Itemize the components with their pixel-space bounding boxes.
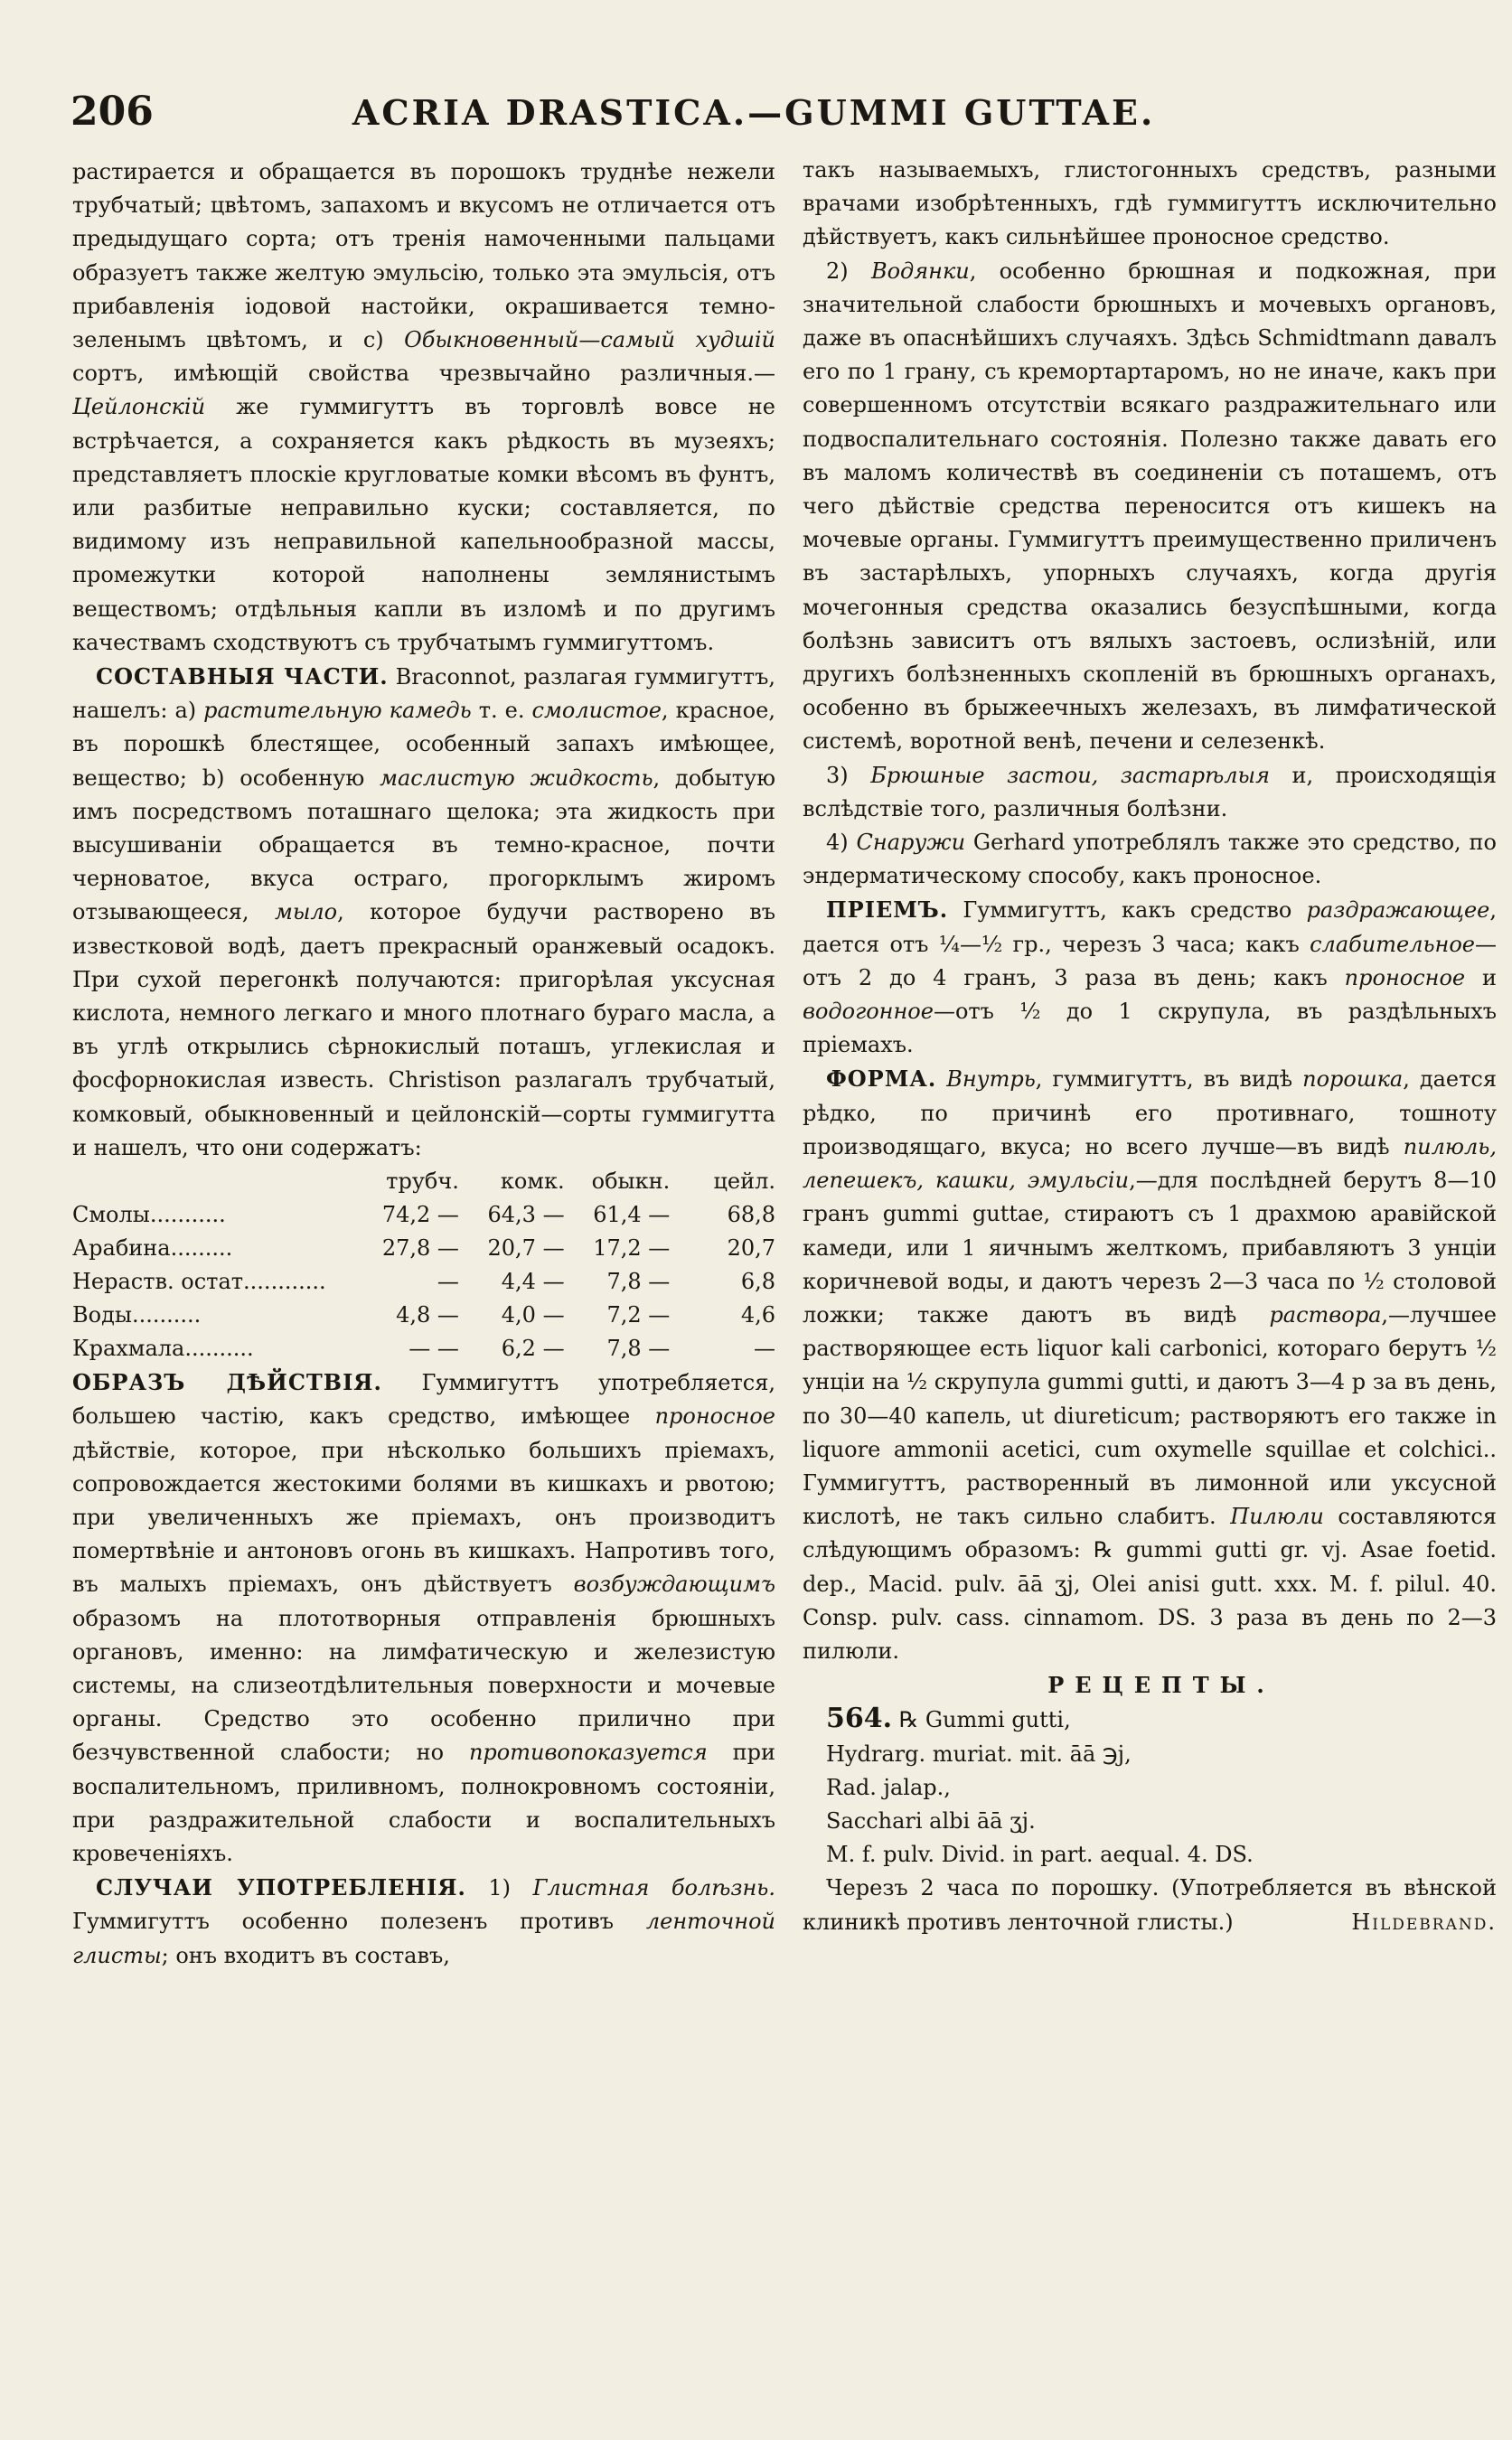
recipe-line: Rad. jalap., (826, 1774, 951, 1800)
running-head: ACRIA DRASTICA.—GUMMI GUTTAE. (352, 92, 1156, 133)
left-column (72, 155, 775, 1973)
paragraph-cases-of-use: СЛУЧАИ УПОТРЕБЛЕНІЯ. 1) Глистная болѣзнь. Гуммигуттъ особенно полезенъ противъ ленточной глисты; онъ входитъ въ составъ, (72, 1874, 775, 1968)
recipe-line: Черезъ 2 часа по порошку. (Употребляется въ вѣнской клиникѣ противъ ленточной глисты.) Hildebrand. (803, 1872, 1497, 1938)
page-number: 206 (70, 89, 154, 135)
paragraph-abdominal: 3) Брюшные застои, застарѣлыя и, происходящія вслѣдствіе того, различныя болѣзни. (803, 762, 1497, 821)
paragraph-dose: ПРІЕМЪ. Гуммигуттъ, какъ средство раздражающее, дается отъ ¼—½ гр., черезъ 3 часа; какъ слабительное—отъ 2 до 4 гранъ, 3 раза въ день; какъ проносное и водогонное—отъ ½ до 1 скрупула, въ раздѣльныхъ пріемахъ. (803, 896, 1498, 1058)
column-header: комк. (500, 1168, 565, 1195)
recipe-line: M. f. pulv. Divid. in part. aequal. 4. DS. (826, 1842, 1254, 1868)
table-header-row (72, 1165, 775, 1198)
paragraph-form: ФОРМА. Внутрь, гуммигуттъ, въ видѣ порошка, дается рѣдко, по причинѣ его противнаго, тошноту производящаго, вкуса; но всего лучше—въ видѣ пилюль, лепешекъ, кашки, эмульсіи,—для послѣдней берутъ 8—10 гранъ gummi guttae, стираютъ съ 1 драхмою аравійской камеди, или 1 яичнымъ желткомъ, прибавляютъ 3 унціи коричневой воды, и даютъ черезъ 2—3 часа по ½ столовой ложки; также даютъ въ видѣ раствора,—лучшее растворяющее есть liquor kali carbonici, котораго берутъ ½ унціи на ½ скрупула gummi gutti, и даютъ 3—4 р за въ день, по 30—40 капель, ut diureticum; растворяютъ его также in liquore ammonii acetici, cum oxymelle squillae et colchici.. Гуммигуттъ, растворенный въ лимонной или уксусной кислотѣ, не такъ сильно слабитъ. Пилюли составляются слѣдующимъ образомъ: ℞ gummi gutti gr. vj. Asae foetid. dep., Macid. pulv. āā ʒj, Olei anisi gutt. xxx. M. f. pilul. 40. Consp. pulv. cass. cinnamom. DS. 3 раза въ день по 2—3 пилюли. (803, 1065, 1497, 1664)
table-row: Воды.......... 4,8 — 4,0 — 7,2 — 4,6 (72, 1302, 775, 1328)
table-row: Крахмала.......... — — 6,2 — 7,8 — — (72, 1336, 775, 1362)
recipe-line: 564. ℞ Gummi gutti, (826, 1703, 1071, 1735)
recipe-line: Hydrarg. muriat. mit. āā ℈j, (826, 1741, 1132, 1767)
page-header (70, 89, 1480, 143)
paragraph-anthelmintic: такъ называемыхъ, глистогонныхъ средствъ, разными врачами изобрѣтенныхъ, гдѣ гуммигуттъ исключительно дѣйствуетъ, какъ сильнѣйшее проносное средство. (803, 157, 1497, 250)
column-header: обыкн. (591, 1168, 671, 1195)
recipe-author: Hildebrand. (1351, 1909, 1497, 1935)
table-row: Смолы........... 74,2 — 64,3 — 61,4 — 68,8 (72, 1202, 775, 1228)
paragraph-composition: СОСТАВНЫЯ ЧАСТИ. Braconnot, разлагая гуммигуттъ, нашелъ: a) растительную камедь т. е. смолистое, красное, въ порошкѣ блестящее, особенный запахъ имѣющее, вещество; b) особенную маслистую жидкость, добытую имъ посредствомъ поташнаго щелока; эта жидкость при высушиваніи обращается въ темно-красное, почти черноватое, вкуса остраго, прогорклымъ жиромъ отзывающееся, мыло, которое будучи растворено въ известковой водѣ, даетъ прекрасный оранжевый осадокъ. При сухой перегонкѣ получаются: пригорѣлая уксусная кислота, немного легкаго и много плотнаго бураго масла, а въ углѣ открылись сѣрнокислый поташъ, углекислая и фосфорнокислая известь. Christison разлагалъ трубчатый, комковый, обыкновенный и цейлонскій—сорты гуммигутта и нашелъ, что они содержатъ: (72, 663, 775, 1160)
right-column (803, 154, 1497, 1939)
paragraph-mode-of-action: ОБРАЗЪ ДѢЙСТВІЯ. Гуммигуттъ употребляется, большею частію, какъ средство, имѣющее проносное дѣйствіе, которое, при нѣсколько большихъ пріемахъ, сопровождается жестокими болями въ кишкахъ и рвотою; при увеличенныхъ же пріемахъ, онъ производитъ помертвѣніе и антоновъ огонь въ кишкахъ. Напротивъ того, въ малыхъ пріемахъ, онъ дѣйствуетъ возбуждающимъ образомъ на плототворныя отправленія брюшныхъ органовъ, именно: на лимфатическую и железистую системы, на слизеотдѣлительныя поверхности и мочевые органы. Средство это особенно прилично при безчувственной слабости; но противопоказуется при воспалительномъ, приливномъ, полнокровномъ состояніи, при раздражительной слабости и воспалительныхъ кровеченіяхъ. (72, 1369, 775, 1866)
column-header: трубч. (386, 1168, 459, 1195)
composition-table (72, 1165, 775, 1365)
recipe-line: Sacchari albi āā ʒj. (826, 1807, 1036, 1834)
paragraph-gummigutt-sorts: растирается и обращается въ порошокъ труднѣе нежели трубчатый; цвѣтомъ, запахомъ и вкусомъ не отличается отъ предыдущаго сорта; отъ тренія намоченными пальцами образуетъ также желтую эмульсію, только эта эмульсія, отъ прибавленія іодовой настойки, окрашивается темно-зеленымъ цвѣтомъ, и c) Обыкновенный—самый худшій сортъ, имѣющій свойства чрезвычайно различныя.—Цейлонскій же гуммигуттъ въ торговлѣ вовсе не встрѣчается, а сохраняется какъ рѣдкость въ музеяхъ; представляетъ плоскіе кругловатые комки вѣсомъ въ фунтъ, или разбитые неправильно куски; составляется, по видимому изъ неправильной капельнообразной массы, промежутки которой наполнены землянистымъ веществомъ; отдѣльныя капли въ изломѣ и по другимъ качествамъ сходствуютъ съ трубчатымъ гуммигуттомъ. (72, 159, 775, 655)
paragraph-dropsy: 2) Водянки, особенно брюшная и подкожная, при значительной слабости брюшныхъ и мочевыхъ органовъ, даже въ опаснѣйшихъ случаяхъ. Здѣсь Schmidtmann давалъ его по 1 грану, съ кремортартаромъ, но не иначе, какъ при совершенномъ отсутствіи всякаго раздражительнаго или подвоспалительнаго состоянія. Полезно также давать его въ маломъ количествѣ въ соединеніи съ поташемъ, отъ чего дѣйствіе средства переносится отъ кишекъ на мочевые органы. Гуммигуттъ преимущественно приличенъ въ застарѣлыхъ, упорныхъ случаяхъ, когда другія мочегонныя средства оказались безуспѣшными, когда болѣзнь зависитъ отъ вялыхъ застоевъ, ослизѣній, или другихъ болѣзненныхъ скопленій въ брюшныхъ органахъ, особенно въ брыжеечныхъ железахъ, въ лимфатической системѣ, воротной венѣ, печени и селезенкѣ. (803, 258, 1497, 755)
table-row: Нераств. остат............ — 4,4 — 7,8 — 6,8 (72, 1269, 775, 1295)
recipe-number: 564. (826, 1703, 893, 1735)
recipes-heading: РЕЦЕПТЫ. (1047, 1672, 1275, 1699)
table-row: Арабина......... 27,8 — 20,7 — 17,2 — 20,7 (72, 1235, 775, 1262)
column-header: цейл. (713, 1168, 775, 1195)
paragraph-external: 4) Снаружи Gerhard употреблялъ также это средство, по эндерматическому способу, какъ проносное. (803, 830, 1497, 889)
